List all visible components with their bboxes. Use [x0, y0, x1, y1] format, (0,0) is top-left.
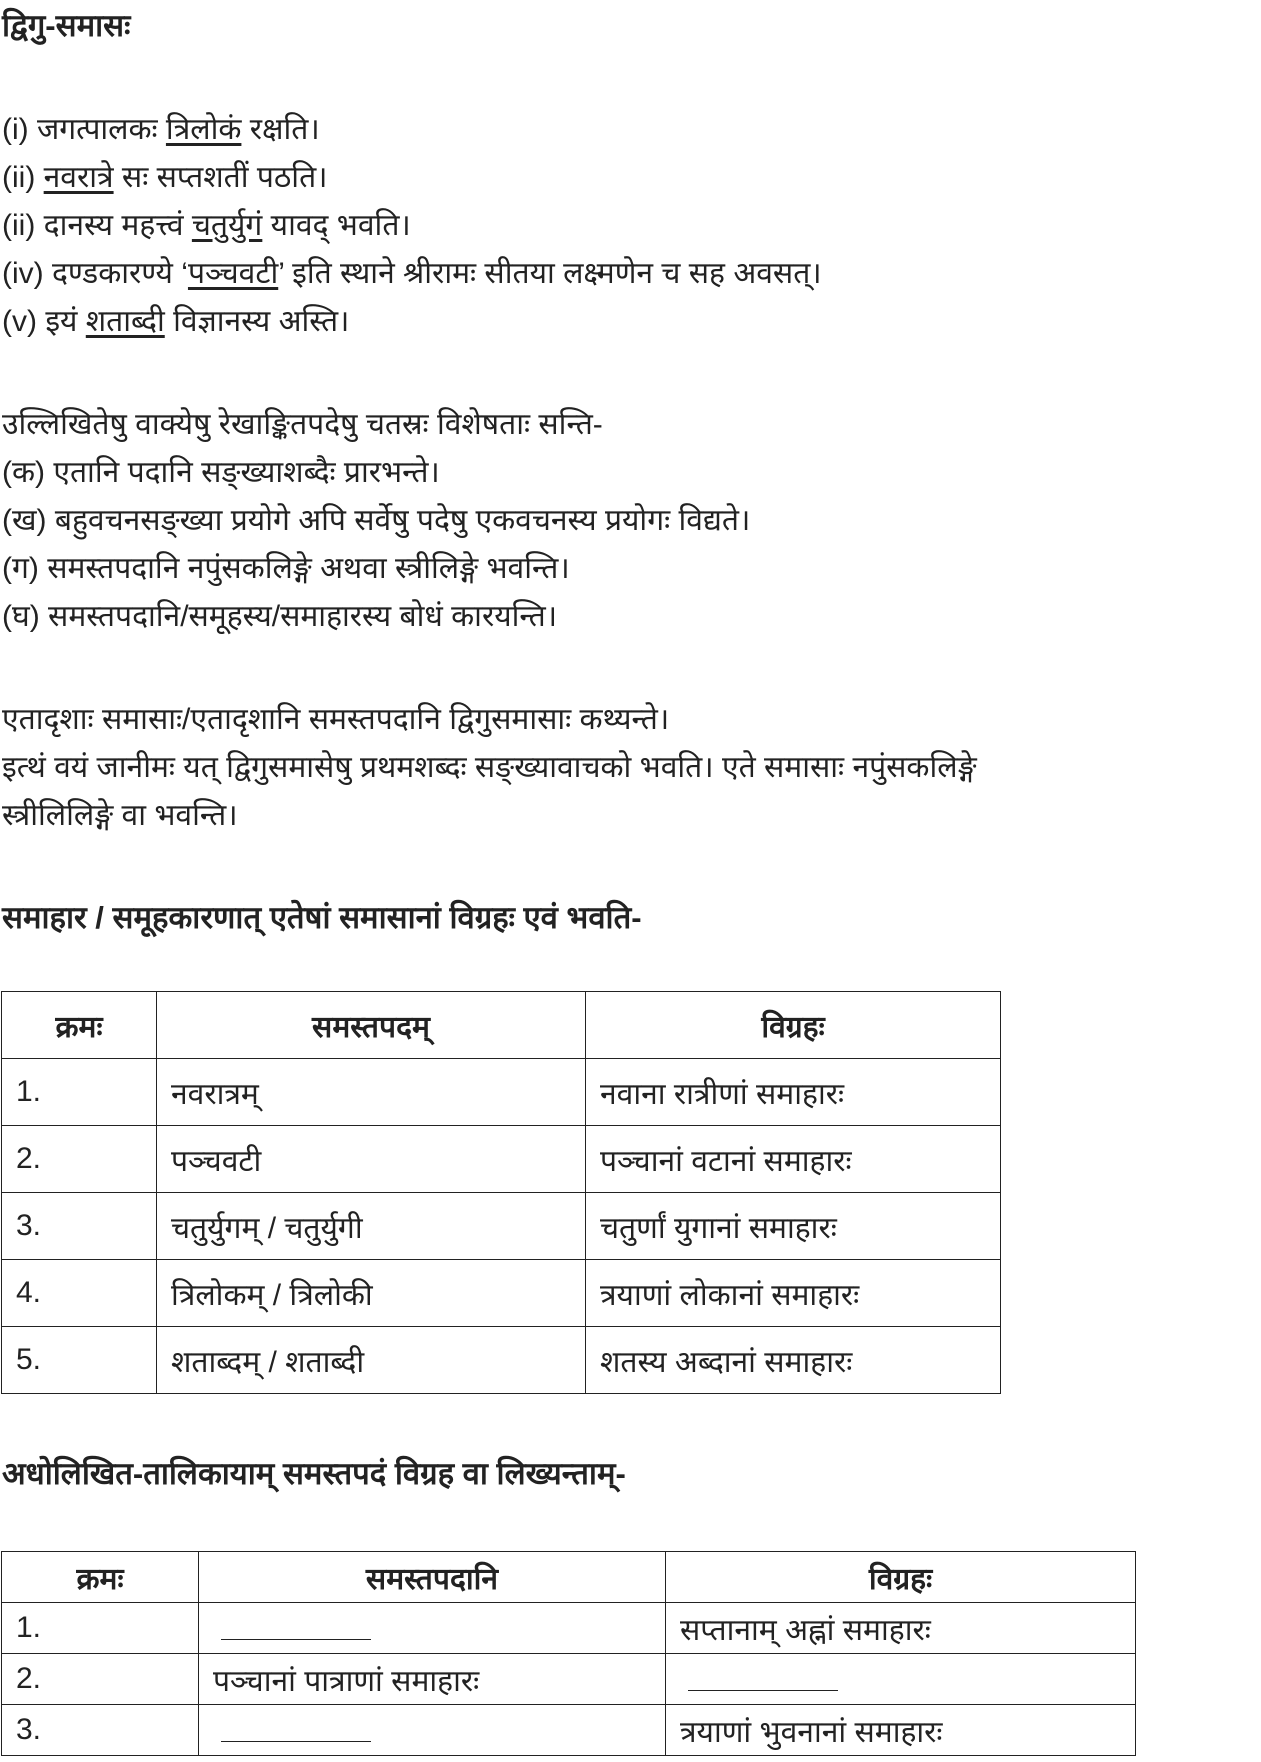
table-cell: सप्तानाम् अह्नां समाहारः [666, 1603, 1136, 1654]
sentence-text: (iv) दण्डकारण्ये ‘ [2, 257, 188, 290]
feature-item: (घ) समस्तपदानि/समूहस्य/समाहारस्य बोधं कारयन्ति। [2, 600, 558, 633]
underlined-word: नवरात्रे [43, 161, 114, 194]
table-cell: पञ्चवटी [157, 1126, 586, 1193]
table-cell: 5. [2, 1327, 157, 1394]
table-cell: नवरात्रम् [157, 1059, 586, 1126]
sentence-text: (i) जगत्पालकः [2, 113, 166, 146]
column-header: समस्तपदम् [157, 992, 586, 1059]
example-sentence [2, 155, 328, 196]
column-header: समस्तपदानि [199, 1552, 666, 1603]
table-row [2, 1193, 1001, 1260]
table-row [2, 1654, 1136, 1705]
table-row [2, 1260, 1001, 1327]
table-cell[interactable] [666, 1654, 1136, 1705]
table-cell: त्रिलोकम् / त्रिलोकी [157, 1260, 586, 1327]
feature-item: (क) एतानि पदानि सङ्ख्याशब्दैः प्रारभन्ते। [2, 456, 440, 489]
feature-item: (ग) समस्तपदानि नपुंसकलिङ्गे अथवा स्त्रीलिङ्गे भवन्ति। [2, 552, 570, 585]
underlined-word: पञ्चवटी [187, 257, 279, 290]
samahara-table [1, 991, 1001, 1394]
example-sentence [2, 107, 320, 148]
table-cell: 2. [2, 1654, 199, 1705]
sentence-text: (v) इयं [2, 305, 86, 338]
table-cell: पञ्चानां पात्राणां समाहारः [199, 1654, 666, 1705]
table-cell: 3. [2, 1705, 199, 1756]
summary-line: एतादृशाः समासाः/एतादृशानि समस्तपदानि द्विगुसमासाः कथ्यन्ते। [2, 703, 670, 736]
table-cell: 4. [2, 1260, 157, 1327]
table-cell: शतस्य अब्दानां समाहारः [586, 1327, 1001, 1394]
table-cell[interactable] [199, 1603, 666, 1654]
section-heading: समाहार / समूहकारणात् एतेषां समासानां विग्रहः एवं भवति- [2, 900, 642, 935]
table-cell: पञ्चानां वटानां समाहारः [586, 1126, 1001, 1193]
sentence-text: विज्ञानस्य अस्ति। [164, 305, 350, 338]
answer-blank[interactable] [221, 1711, 371, 1742]
underlined-word: त्रिलोकं [165, 113, 242, 146]
column-header: विग्रहः [666, 1552, 1136, 1603]
table-cell: चतुर्युगम् / चतुर्युगी [157, 1193, 586, 1260]
exercise-heading: अधोलिखित-तालिकायाम् समस्तपदं विग्रह वा लिख्यन्ताम्- [2, 1456, 626, 1491]
sentence-text: ’ इति स्थाने श्रीरामः सीतया लक्ष्मणेन च सह अवसत्। [278, 257, 822, 290]
table-row [2, 1126, 1001, 1193]
underlined-word: चतुर्युगं [191, 209, 263, 242]
features-intro: उल्लिखितेषु वाक्येषु रेखाङ्कितपदेषु चतस्रः विशेषताः सन्ति- [2, 408, 603, 441]
table-cell: चतुर्णां युगानां समाहारः [586, 1193, 1001, 1260]
underlined-word: शताब्दी [85, 305, 165, 338]
table-header-row [2, 1552, 1136, 1603]
table-row [2, 1603, 1136, 1654]
table-row [2, 1327, 1001, 1394]
example-sentence [2, 251, 822, 292]
table-row [2, 1705, 1136, 1756]
sentence-text: (ii) [2, 161, 44, 194]
table-cell[interactable] [199, 1705, 666, 1756]
sentence-text: रक्षति। [241, 113, 320, 146]
feature-item: (ख) बहुवचनसङ्ख्या प्रयोगे अपि सर्वेषु पदेषु एकवचनस्य प्रयोगः विद्यते। [2, 504, 751, 537]
exercise-table [1, 1551, 1136, 1756]
table-cell: 1. [2, 1059, 157, 1126]
column-header: क्रमः [2, 992, 157, 1059]
summary-line: स्त्रीलिलिङ्गे वा भवन्ति। [2, 799, 238, 832]
sentence-text: (ii) दानस्य महत्त्वं [2, 209, 192, 242]
table-cell: 2. [2, 1126, 157, 1193]
page-title: द्विगु-समासः [2, 8, 131, 43]
answer-blank[interactable] [221, 1609, 371, 1640]
example-sentence [2, 299, 349, 340]
table-cell: त्रयाणां भुवनानां समाहारः [666, 1705, 1136, 1756]
table-cell: नवाना रात्रीणां समाहारः [586, 1059, 1001, 1126]
answer-blank[interactable] [688, 1660, 838, 1691]
table-cell: 3. [2, 1193, 157, 1260]
sentence-text: यावद् भवति। [262, 209, 411, 242]
column-header: क्रमः [2, 1552, 199, 1603]
summary-line: इत्थं वयं जानीमः यत् द्विगुसमासेषु प्रथमशब्दः सङ्ख्यावाचको भवति। एते समासाः नपुंसकलिङ्गे [2, 751, 977, 784]
table-cell: शताब्दम् / शताब्दी [157, 1327, 586, 1394]
table-header-row [2, 992, 1001, 1059]
table-cell: त्रयाणां लोकानां समाहारः [586, 1260, 1001, 1327]
table-row [2, 1059, 1001, 1126]
sentence-text: सः सप्तशतीं पठति। [113, 161, 328, 194]
column-header: विग्रहः [586, 992, 1001, 1059]
table-cell: 1. [2, 1603, 199, 1654]
example-sentence [2, 203, 411, 244]
